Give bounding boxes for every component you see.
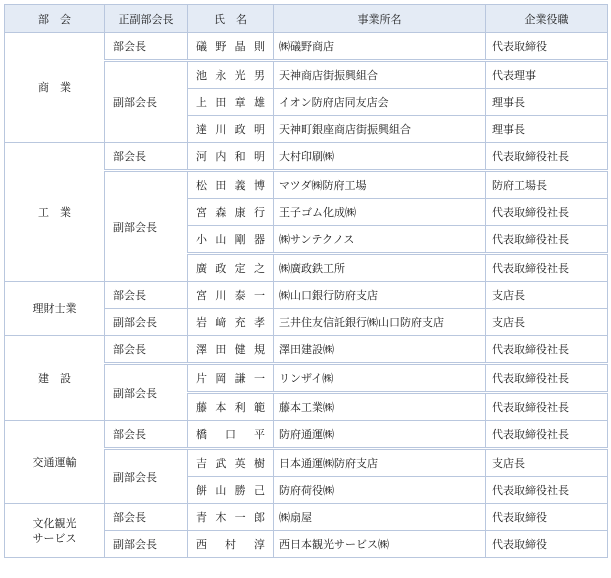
office-cell: マツダ㈱防府工場 xyxy=(274,171,486,199)
header-row xyxy=(5,5,608,33)
name-cell: 藤本利範 xyxy=(188,393,274,421)
name-cell: 松田義博 xyxy=(188,171,274,199)
name-cell: 餅山勝己 xyxy=(188,477,274,504)
dept-line-1: 文化観光 xyxy=(32,516,77,530)
table-row xyxy=(5,336,608,364)
position-cell: 代表取締役社長 xyxy=(486,364,608,393)
office-cell: ㈱サンテクノス xyxy=(274,226,486,254)
name-cell: 片岡謙一 xyxy=(188,364,274,393)
office-cell: 澤田建設㈱ xyxy=(274,336,486,364)
role-cell: 部会長 xyxy=(105,143,188,171)
role-cell: 副部会長 xyxy=(105,364,188,421)
table-row xyxy=(5,143,608,171)
position-cell: 理事長 xyxy=(486,89,608,116)
role-cell: 副部会長 xyxy=(105,531,188,558)
table-row xyxy=(5,282,608,309)
position-cell: 支店長 xyxy=(486,449,608,477)
position-cell: 代表取締役社長 xyxy=(486,336,608,364)
position-cell: 支店長 xyxy=(486,309,608,336)
name-cell: 青木一郎 xyxy=(188,504,274,531)
name-cell: 池永光男 xyxy=(188,61,274,89)
role-cell: 部会長 xyxy=(105,504,188,531)
position-cell: 代表取締役社長 xyxy=(486,421,608,449)
name-cell: 吉武英樹 xyxy=(188,449,274,477)
dept-line-2: サービス xyxy=(32,531,77,545)
office-cell: リンザイ㈱ xyxy=(274,364,486,393)
position-cell: 支店長 xyxy=(486,282,608,309)
name-cell: 礒野晶則 xyxy=(188,33,274,61)
office-cell: イオン防府店同友店会 xyxy=(274,89,486,116)
name-cell: 達川政明 xyxy=(188,116,274,143)
name-cell: 岩﨑充孝 xyxy=(188,309,274,336)
header-role: 正副部会長 xyxy=(105,5,188,33)
table-row xyxy=(5,33,608,61)
position-cell: 代表取締役 xyxy=(486,504,608,531)
name-cell: 橋口平 xyxy=(188,421,274,449)
office-cell: ㈱廣政鉄工所 xyxy=(274,254,486,282)
dept-cell: 工 業 xyxy=(5,143,105,282)
position-cell: 代表取締役社長 xyxy=(486,226,608,254)
role-cell: 部会長 xyxy=(105,33,188,61)
position-cell: 代表取締役社長 xyxy=(486,199,608,226)
table-row xyxy=(5,421,608,449)
role-cell: 部会長 xyxy=(105,282,188,309)
table-row xyxy=(5,504,608,531)
office-cell: 王子ゴム化成㈱ xyxy=(274,199,486,226)
name-cell: 小山剛器 xyxy=(188,226,274,254)
role-cell: 副部会長 xyxy=(105,309,188,336)
position-cell: 理事長 xyxy=(486,116,608,143)
name-cell: 澤田健規 xyxy=(188,336,274,364)
dept-cell: 建 設 xyxy=(5,336,105,421)
header-position: 企業役職 xyxy=(486,5,608,33)
name-cell: 廣政定之 xyxy=(188,254,274,282)
office-cell: 天神町銀座商店街振興組合 xyxy=(274,116,486,143)
office-cell: 藤本工業㈱ xyxy=(274,393,486,421)
header-dept: 部 会 xyxy=(5,5,105,33)
header-name: 氏 名 xyxy=(188,5,274,33)
role-cell: 副部会長 xyxy=(105,61,188,143)
dept-cell xyxy=(5,504,105,558)
role-cell: 部会長 xyxy=(105,336,188,364)
position-cell: 代表取締役社長 xyxy=(486,143,608,171)
role-cell: 副部会長 xyxy=(105,171,188,282)
role-cell: 部会長 xyxy=(105,421,188,449)
officers-table xyxy=(4,4,608,558)
name-cell: 宮森康行 xyxy=(188,199,274,226)
name-cell: 宮川泰一 xyxy=(188,282,274,309)
office-cell: ㈱扇屋 xyxy=(274,504,486,531)
dept-cell: 理財士業 xyxy=(5,282,105,336)
position-cell: 代表取締役 xyxy=(486,33,608,61)
name-cell: 河内和明 xyxy=(188,143,274,171)
office-cell: 日本通運㈱防府支店 xyxy=(274,449,486,477)
office-cell: ㈱礒野商店 xyxy=(274,33,486,61)
office-cell: 西日本観光サービス㈱ xyxy=(274,531,486,558)
office-cell: 防府荷役㈱ xyxy=(274,477,486,504)
office-cell: ㈱山口銀行防府支店 xyxy=(274,282,486,309)
dept-cell: 商 業 xyxy=(5,33,105,143)
position-cell: 代表取締役 xyxy=(486,531,608,558)
role-cell: 副部会長 xyxy=(105,449,188,504)
dept-cell: 交通運輸 xyxy=(5,421,105,504)
position-cell: 代表取締役社長 xyxy=(486,477,608,504)
office-cell: 大村印刷㈱ xyxy=(274,143,486,171)
header-office: 事業所名 xyxy=(274,5,486,33)
office-cell: 天神商店街振興組合 xyxy=(274,61,486,89)
name-cell: 上田章雄 xyxy=(188,89,274,116)
position-cell: 代表取締役社長 xyxy=(486,393,608,421)
name-cell: 西村淳 xyxy=(188,531,274,558)
position-cell: 防府工場長 xyxy=(486,171,608,199)
office-cell: 防府通運㈱ xyxy=(274,421,486,449)
position-cell: 代表取締役社長 xyxy=(486,254,608,282)
position-cell: 代表理事 xyxy=(486,61,608,89)
office-cell: 三井住友信託銀行㈱山口防府支店 xyxy=(274,309,486,336)
